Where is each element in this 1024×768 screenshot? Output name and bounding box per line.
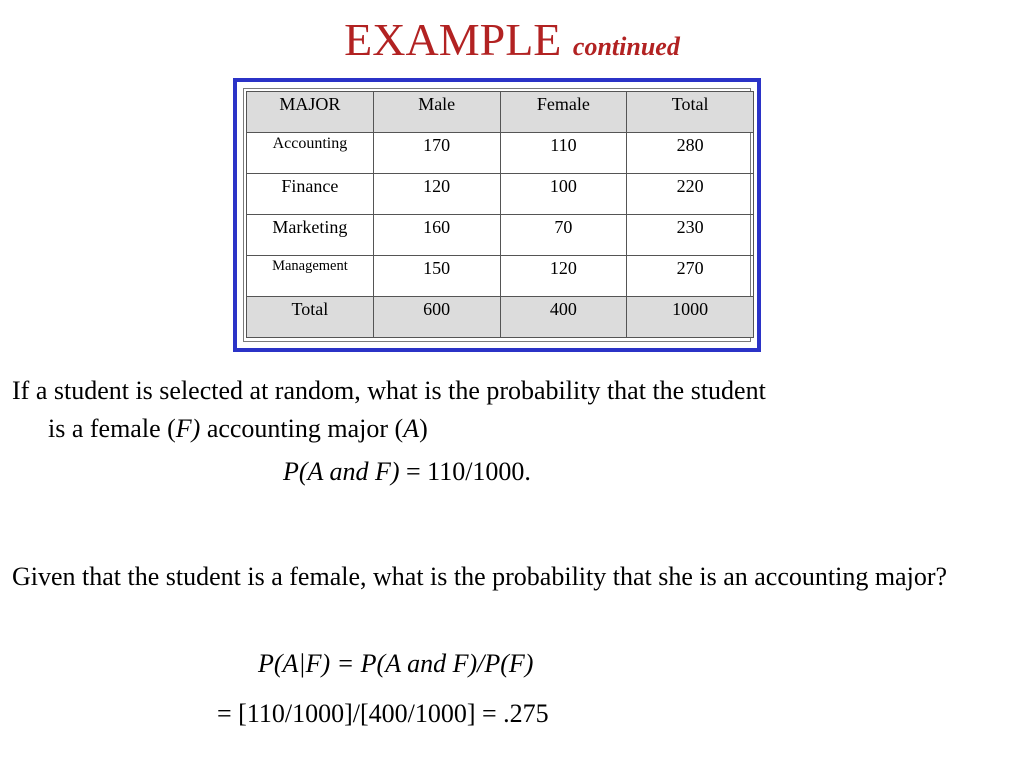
- table-header-row: [247, 92, 754, 133]
- cell-male: 150: [373, 256, 500, 297]
- table-row: [247, 215, 754, 256]
- cell-male: 120: [373, 174, 500, 215]
- cell-total: 230: [627, 215, 754, 256]
- question-1-line-1: If a student is selected at random, what is the probability that the student: [12, 376, 766, 405]
- table-row: [247, 256, 754, 297]
- header-total: Total: [627, 92, 754, 133]
- cell-total: 270: [627, 256, 754, 297]
- total-label: Total: [247, 297, 374, 338]
- table-total-row: [247, 297, 754, 338]
- q1-text-c: ): [419, 414, 428, 443]
- question-1-line-2: [12, 410, 1012, 448]
- table-inner: [243, 88, 751, 342]
- slide-title: [0, 10, 1024, 77]
- table-row: [247, 133, 754, 174]
- header-female: Female: [500, 92, 627, 133]
- cell-male: 170: [373, 133, 500, 174]
- q1-var-a: A: [403, 414, 420, 443]
- q1-text-b: accounting major (: [200, 414, 404, 443]
- total-male: 600: [373, 297, 500, 338]
- title-sub: continued: [572, 32, 680, 61]
- cell-female: 120: [500, 256, 627, 297]
- equation-joint-probability: [283, 454, 531, 490]
- total-total: 1000: [627, 297, 754, 338]
- question-2: Given that the student is a female, what is the probability that she is an accounting major?: [12, 562, 948, 591]
- row-label: Accounting: [247, 133, 374, 174]
- q1-var-f: F): [175, 414, 201, 443]
- question-1: [12, 372, 1012, 448]
- cell-female: 110: [500, 133, 627, 174]
- row-label: Marketing: [247, 215, 374, 256]
- row-label: Finance: [247, 174, 374, 215]
- header-male: Male: [373, 92, 500, 133]
- table-row: [247, 174, 754, 215]
- row-label: Management: [247, 256, 374, 297]
- major-gender-table: [246, 91, 754, 338]
- header-major: MAJOR: [247, 92, 374, 133]
- cell-total: 220: [627, 174, 754, 215]
- q1-text-a: is a female (: [48, 414, 176, 443]
- cell-female: 70: [500, 215, 627, 256]
- eq2-italic: P(A|F) = P(A and F)/P(F): [258, 649, 534, 678]
- table-frame: [233, 78, 761, 352]
- title-main: EXAMPLE: [344, 14, 562, 65]
- total-female: 400: [500, 297, 627, 338]
- cell-male: 160: [373, 215, 500, 256]
- eq1-value: = 110/1000.: [399, 457, 531, 486]
- cell-female: 100: [500, 174, 627, 215]
- cell-total: 280: [627, 133, 754, 174]
- equation-result: = [110/1000]/[400/1000] = .275: [217, 699, 549, 728]
- equation-conditional: [258, 646, 533, 682]
- eq1-italic: P(A and F): [283, 457, 400, 486]
